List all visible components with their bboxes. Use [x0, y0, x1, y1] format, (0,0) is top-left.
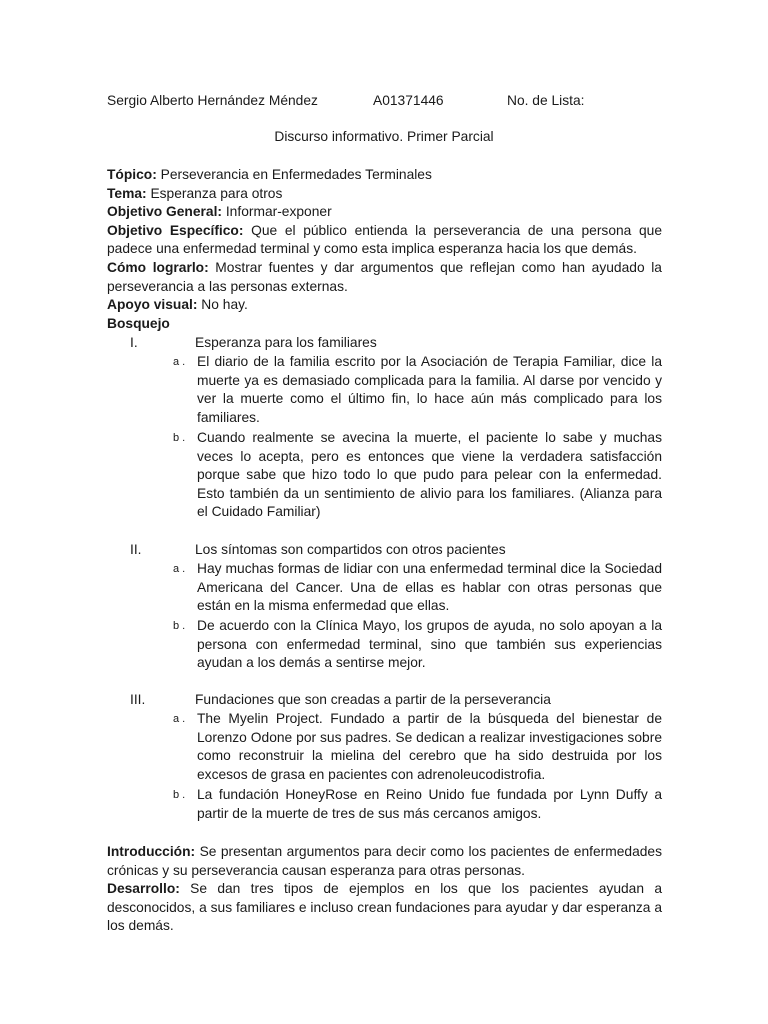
item-text: La fundación HoneyRose en Reino Unido fue fundada por Lynn Duffy a partir de la muerte de tres de sus más cercanos amigos.: [197, 787, 662, 821]
how-line: [107, 259, 662, 296]
item-text: El diario de la familia escrito por la Asociación de Terapia Familiar, dice la muerte ya es demasiado complicada para la familia. Al darse por vencido y ver la muerte como el último fin, lo hace aún más complicado para los familiares.: [197, 354, 662, 425]
development-line: [107, 880, 662, 936]
item-letter: b .: [173, 789, 186, 801]
outline-heading: Bosquejo: [107, 315, 170, 331]
speech-fields: [107, 166, 662, 333]
item-text: De acuerdo con la Clínica Mayo, los grupos de ayuda, no solo apoyan a la persona con enfermedad terminal, sino que también sus experiencias ayudan a los demás a sentirse mejor.: [197, 618, 662, 671]
item-letter: a .: [173, 563, 186, 575]
section-numeral: II.: [130, 542, 142, 557]
how-value: Mostrar fuentes y dar argumentos que reflejan como han ayudado la perseverancia a las personas externas.: [107, 259, 662, 294]
general-objective-value: Informar-exponer: [222, 204, 332, 220]
list-number-label: No. de Lista:: [507, 93, 585, 108]
specific-objective-line: [107, 222, 662, 259]
section-heading: Los síntomas son compartidos con otros pacientes: [195, 542, 506, 557]
topic-line: [107, 166, 662, 185]
theme-line: [107, 185, 662, 204]
author-name: Sergio Alberto Hernández Méndez: [107, 93, 318, 108]
item-letter: a .: [173, 356, 186, 368]
introduction-line: [107, 843, 662, 880]
item-text: Hay muchas formas de lidiar con una enfermedad terminal dice la Sociedad Americana del Cancer. Una de ellas es hablar con otras personas que están en la misma enfermedad que ellas.: [197, 561, 662, 614]
section-numeral: III.: [130, 692, 146, 707]
specific-objective-label: Objetivo Específico:: [107, 222, 244, 238]
document-title: Discurso informativo. Primer Parcial: [274, 129, 494, 144]
closing-fields: [107, 843, 662, 936]
topic-label: Tópico:: [107, 167, 157, 182]
section-heading: Fundaciones que son creadas a partir de la perseverancia: [195, 692, 551, 707]
theme-label: Tema:: [107, 185, 147, 201]
item-letter: b .: [173, 620, 186, 632]
introduction-label: Introducción:: [107, 844, 196, 859]
development-value: Se dan tres tipos de ejemplos en los que los pacientes ayudan a desconocidos, a sus familiares e incluso crean fundaciones para ayudar y dar esperanza a los demás.: [107, 881, 662, 934]
specific-objective-value: Que el público entienda la perseverancia de una persona que padece una enfermedad terminal y como esta implica esperanza hacia los que demás.: [107, 222, 663, 257]
visual-support-value: No hay.: [197, 297, 248, 313]
how-label: Cómo lograrlo:: [107, 259, 209, 275]
item-text: The Myelin Project. Fundado a partir de la búsqueda del bienestar de Lorenzo Odone por sus padres. Se dedican a realizar investigaciones sobre como reconstruir la mielina del cerebro que ha sido destruida por los excesos de grasa en pacientes con adrenoleucodistrofia.: [197, 711, 662, 782]
section-heading: Esperanza para los familiares: [195, 335, 377, 350]
introduction-value: Se presentan argumentos para decir como los pacientes de enfermedades crónicas y su perseverancia causan esperanza para otras personas.: [107, 844, 662, 878]
visual-support-label: Apoyo visual:: [107, 297, 198, 313]
visual-support-line: [107, 296, 662, 315]
item-letter: b .: [173, 432, 186, 444]
general-objective-line: [107, 203, 662, 222]
development-label: Desarrollo:: [107, 881, 180, 897]
item-letter: a .: [173, 713, 186, 725]
outline-heading-line: [107, 315, 662, 334]
topic-value: Perseverancia en Enfermedades Terminales: [156, 167, 432, 182]
item-text: Cuando realmente se avecina la muerte, el paciente lo sabe y muchas veces lo acepta, pero es entonces que viene la verdadera satisfacción porque sabe que hizo todo lo que pudo para pelear con la enfermedad. Esto también da un sentimiento de alivio para los familiares. (Alianza para el Cuidado Familiar): [197, 430, 662, 520]
general-objective-label: Objetivo General:: [107, 204, 223, 220]
theme-value: Esperanza para otros: [146, 185, 283, 201]
section-numeral: I.: [130, 335, 138, 350]
student-id: A01371446: [373, 93, 444, 108]
